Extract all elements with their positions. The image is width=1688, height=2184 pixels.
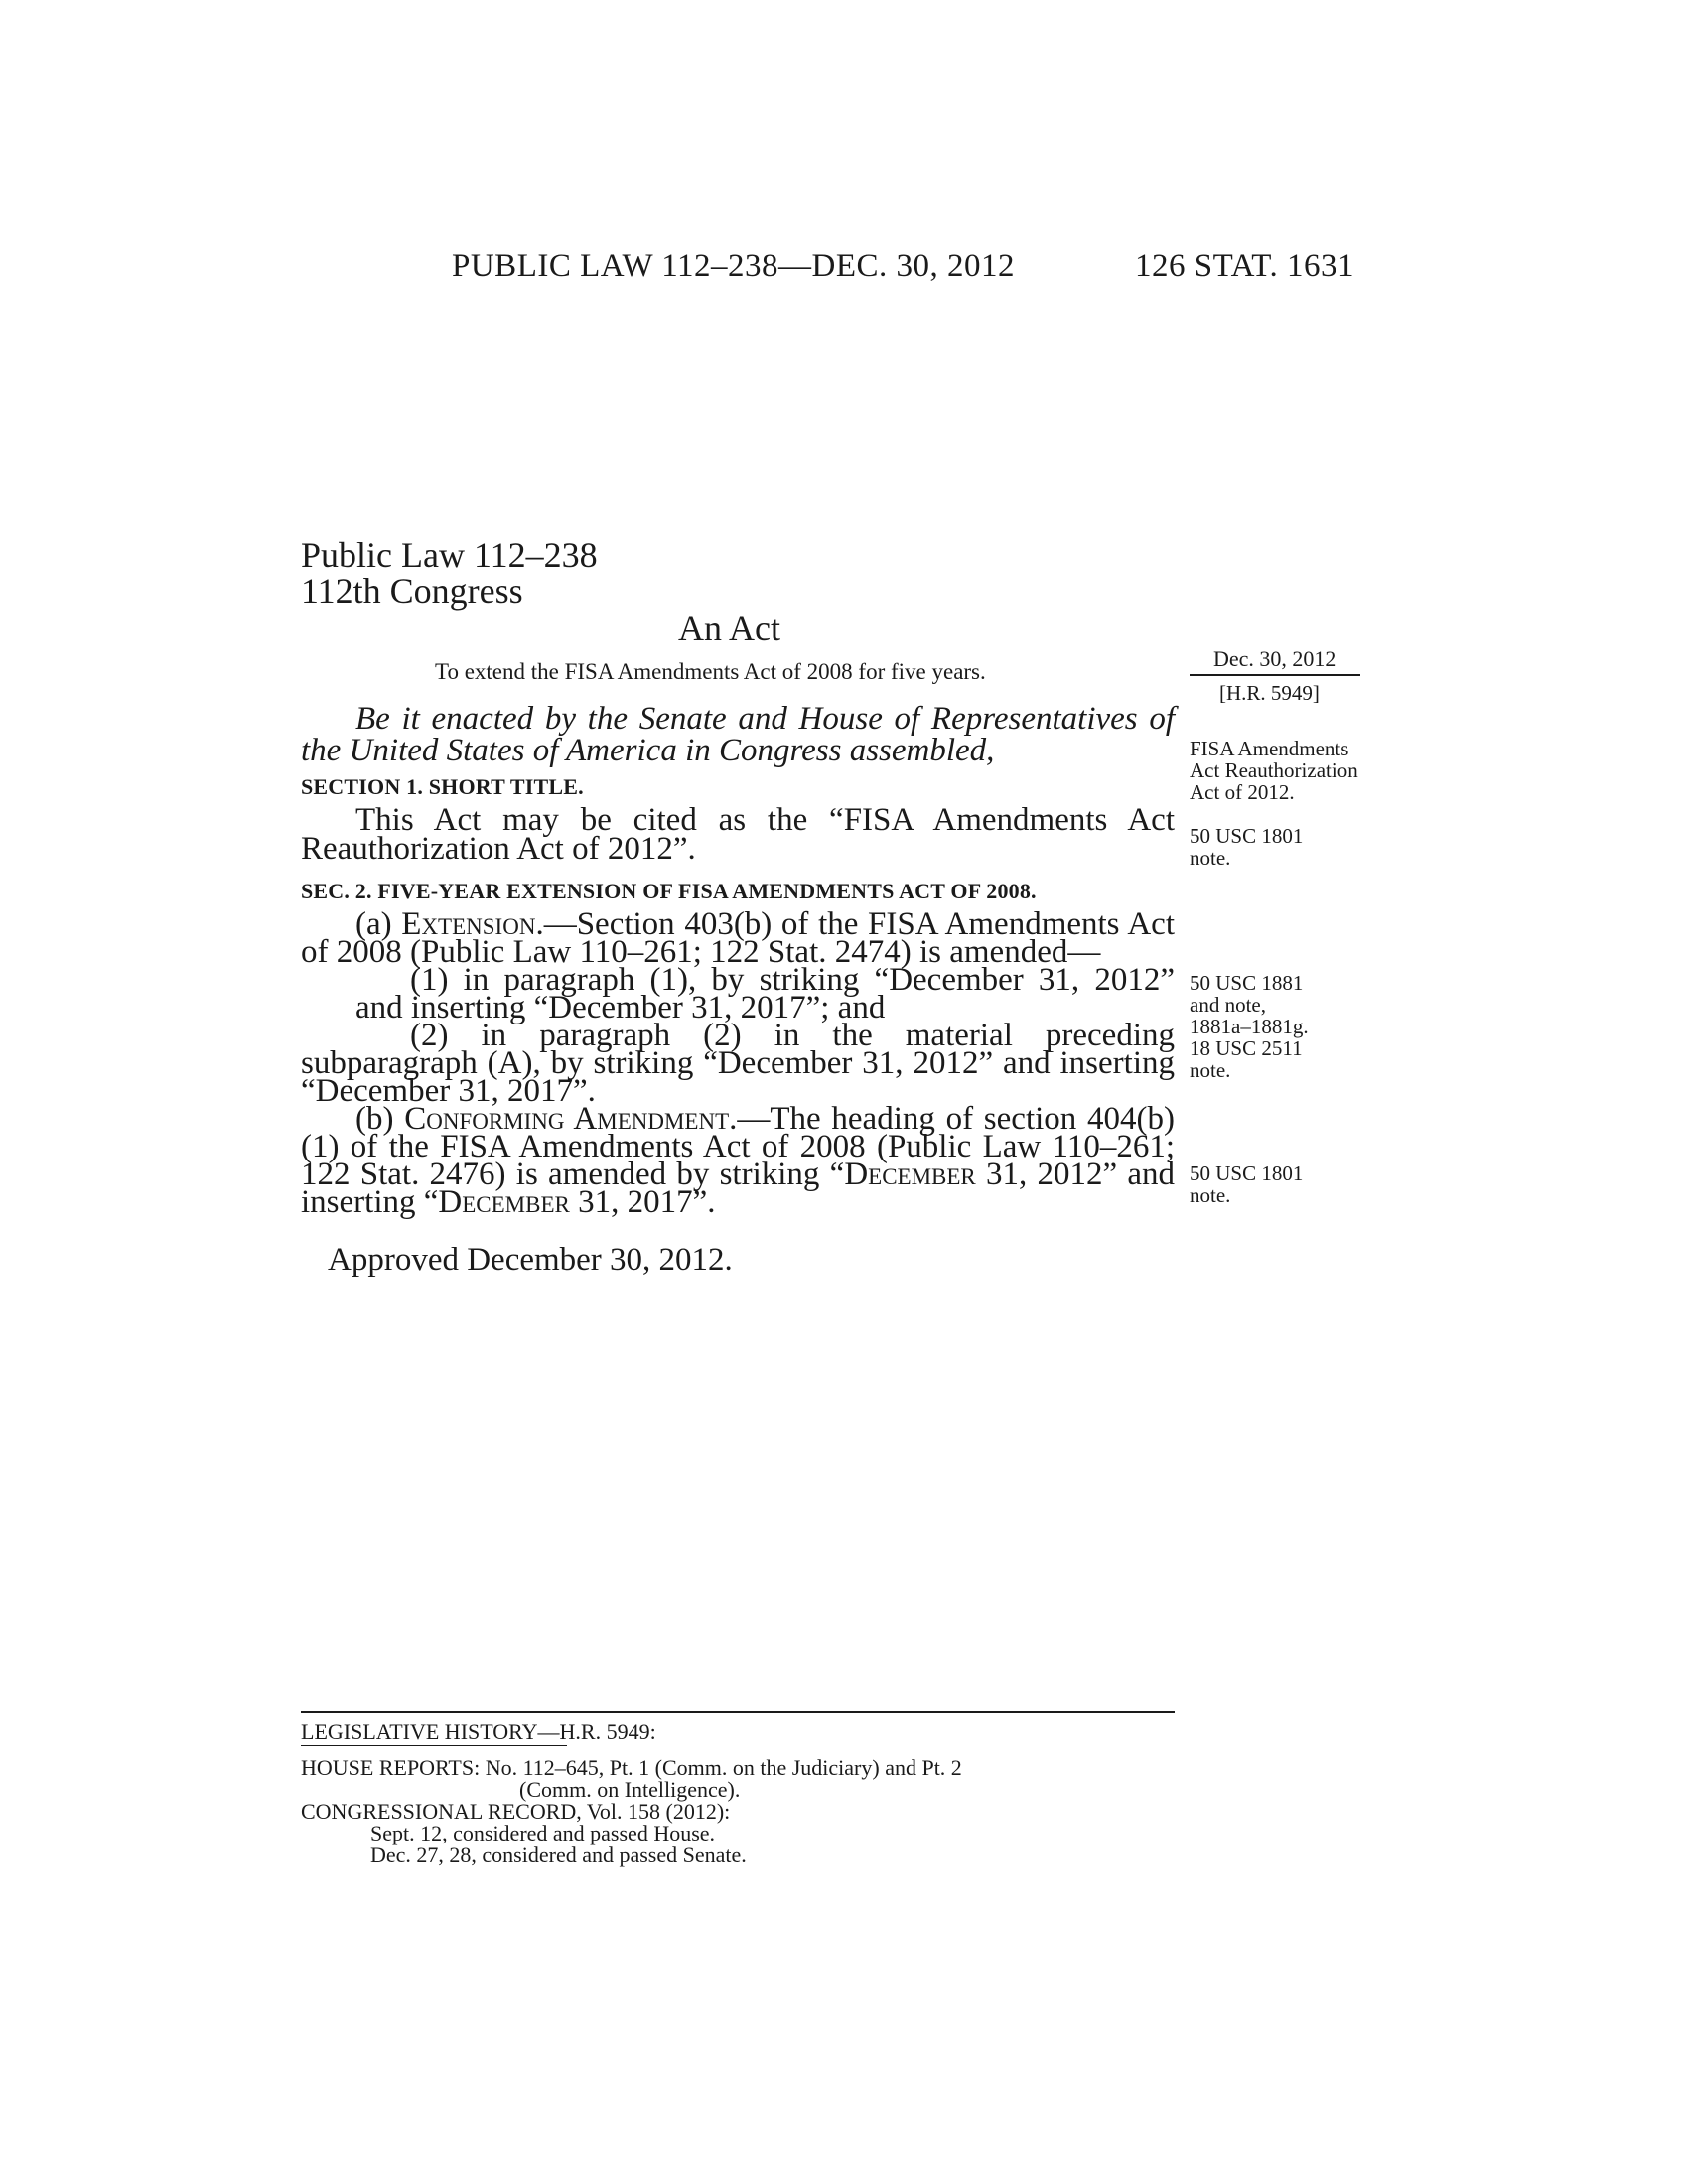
- subsection-b-caption: Conforming Amendment: [404, 1101, 730, 1137]
- enacting-clause: Be it enacted by the Senate and House of Representatives of the United States of America in Congress assembled,: [301, 701, 1175, 768]
- sidenote-short-title: FISA Amendments Act Reauthorization Act of 2012.: [1190, 737, 1358, 804]
- sidenote-conforming-usc: 50 USC 1801 note.: [1190, 1161, 1304, 1207]
- subsection-a-label: (a): [355, 906, 402, 942]
- subsection-a-text: .—Section 403(b) of the FISA Amendments Act of 2008 (Public Law 110–261; 122 Stat. 2474) is amended—: [301, 906, 1175, 970]
- paragraph-a-2: (2) in paragraph (2) in the material preceding subparagraph (A), by striking “December 31, 2012” and inserting “December 31, 2017”.: [301, 1018, 1175, 1109]
- sidenote-short-title-usc: 50 USC 1801 note.: [1190, 824, 1304, 870]
- running-header-title: PUBLIC LAW 112–238—DEC. 30, 2012: [452, 248, 1016, 284]
- legislative-history-heading: LEGISLATIVE HISTORY—H.R. 5949:: [301, 1719, 656, 1744]
- legislative-history-underline: [301, 1745, 567, 1746]
- footnote-rule: [301, 1711, 1175, 1713]
- section-1-text: This Act may be cited as the “FISA Amendments Act Reauthorization Act of 2012”.: [301, 802, 1175, 867]
- sidenote-extension-usc: 50 USC 1881 and note, 1881a–1881g.: [1190, 971, 1309, 1038]
- paragraph-a-1: [301, 962, 1175, 1025]
- sidenote-extension-usc-18: 18 USC 2511 note.: [1190, 1036, 1303, 1082]
- congress-number: 112th Congress: [301, 571, 523, 611]
- sidenote-bill: [H.R. 5949]: [1219, 681, 1320, 705]
- public-law-number: Public Law 112–238: [301, 535, 598, 575]
- subsection-a-caption: Extension: [401, 906, 536, 942]
- history-entry-house: Sept. 12, considered and passed House.: [370, 1821, 716, 1845]
- subsection-b-text-3: ”.: [692, 1184, 716, 1220]
- subsection-b-inserted-date: December 31, 2017: [438, 1184, 693, 1220]
- house-reports-continued: (Comm. on Intelligence).: [519, 1777, 741, 1802]
- stat-citation: 126 STAT. 1631: [1135, 248, 1355, 284]
- section-1-heading: SECTION 1. SHORT TITLE.: [301, 774, 584, 799]
- subsection-b-label: (b): [355, 1101, 405, 1137]
- act-purpose: To extend the FISA Amendments Act of 2008 for five years.: [435, 659, 986, 684]
- subsection-b: [301, 1101, 1176, 1220]
- subsection-b-text-2: ” and inserting “: [301, 1157, 1176, 1220]
- paragraph-a-1-text: (1) in paragraph (1), by striking “December 31, 2012” and inserting “December 31, 2017”; and: [355, 962, 1175, 1025]
- sidenote-rule: [1190, 674, 1360, 676]
- section-2-heading: SEC. 2. FIVE-YEAR EXTENSION OF FISA AMENDMENTS ACT OF 2008.: [301, 879, 1037, 903]
- house-reports: HOUSE REPORTS: No. 112–645, Pt. 1 (Comm. on the Judiciary) and Pt. 2: [301, 1755, 962, 1780]
- subsection-b-struck-date: December 31, 2012: [844, 1157, 1103, 1192]
- congressional-record: CONGRESSIONAL RECORD, Vol. 158 (2012):: [301, 1799, 731, 1824]
- history-entry-senate: Dec. 27, 28, considered and passed Senate.: [370, 1843, 747, 1867]
- approved-date: Approved December 30, 2012.: [328, 1242, 733, 1278]
- subsection-b-text-1: .—The heading of section 404(b)(1) of the FISA Amendments Act of 2008 (Public Law 110–261; 122 Stat. 2476) is amended by striking “: [301, 1101, 1175, 1192]
- sidenote-date: Dec. 30, 2012: [1213, 646, 1336, 671]
- subsection-a: [301, 906, 1175, 970]
- an-act-heading: An Act: [678, 609, 780, 648]
